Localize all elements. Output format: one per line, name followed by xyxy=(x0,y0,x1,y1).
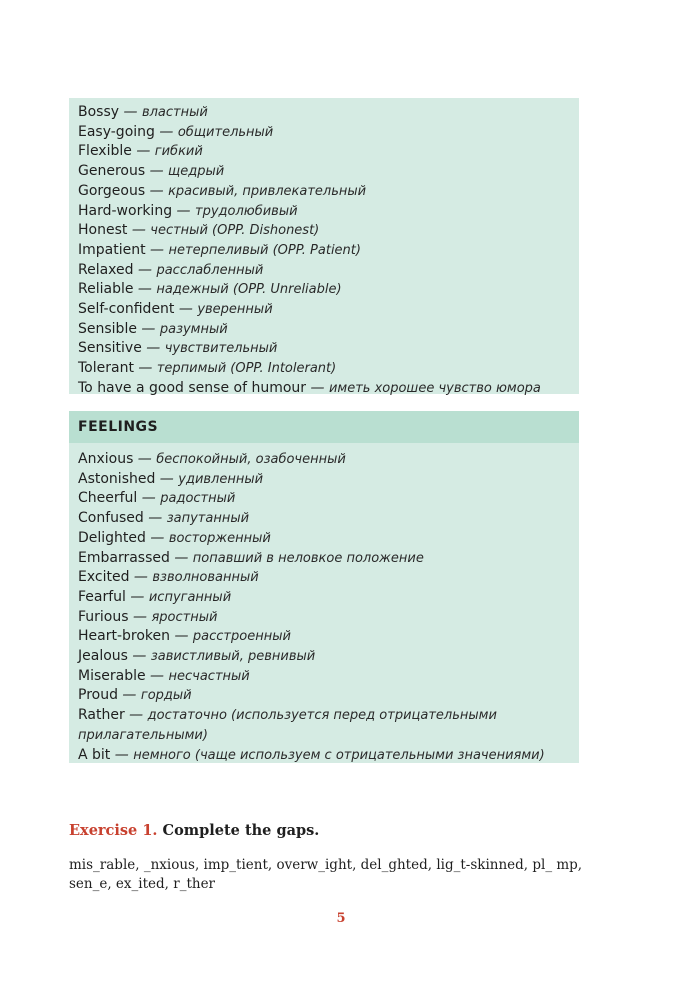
vocab-dash: — xyxy=(174,301,198,318)
vocab-dash: — xyxy=(124,707,148,724)
vocab-entry xyxy=(78,529,579,549)
vocab-term: Self-confident xyxy=(78,301,175,318)
vocab-entry xyxy=(78,241,579,261)
vocab-dash: — xyxy=(306,379,329,396)
feelings-header: FEELINGS xyxy=(69,411,579,443)
vocab-term: A bit xyxy=(78,746,111,763)
vocab-translation: радостный xyxy=(160,491,236,507)
vocab-translation: яростный xyxy=(151,609,218,625)
vocab-entry xyxy=(78,182,579,202)
vocab-dash: — xyxy=(131,143,155,160)
vocab-entry xyxy=(78,627,579,647)
page-number: 5 xyxy=(336,911,346,926)
vocab-translation: разумный xyxy=(159,321,228,337)
vocab-translation: гордый xyxy=(140,688,192,704)
vocab-term: Sensitive xyxy=(78,340,142,357)
vocab-dash: — xyxy=(133,281,157,298)
vocab-dash: — xyxy=(143,510,167,527)
vocab-entry xyxy=(78,608,579,628)
vocab-translation: достаточно (используется перед отрицательными прилагательными) xyxy=(78,708,497,743)
vocab-entry xyxy=(78,261,579,281)
vocab-term: Easy-going xyxy=(78,123,155,140)
vocab-entry xyxy=(78,359,579,379)
vocab-dash: — xyxy=(145,182,169,199)
vocab-term: Flexible xyxy=(78,143,132,160)
exercise-heading xyxy=(69,822,319,839)
vocab-dash: — xyxy=(127,222,151,239)
vocab-translation: властный xyxy=(141,105,208,120)
vocab-dash: — xyxy=(133,360,157,377)
vocab-dash: — xyxy=(110,746,134,763)
vocab-term: Heart-broken xyxy=(78,628,171,645)
character-entries xyxy=(78,103,579,399)
vocab-entry xyxy=(78,706,548,745)
vocab-dash: — xyxy=(125,588,149,605)
vocab-term: Hard-working xyxy=(78,202,173,219)
vocab-dash: — xyxy=(155,470,179,487)
vocab-term: Jealous xyxy=(78,648,128,665)
vocab-dash: — xyxy=(154,123,178,140)
vocab-term: Generous xyxy=(78,163,146,180)
vocab-term: Cheerful xyxy=(78,490,138,507)
vocab-dash: — xyxy=(145,241,169,258)
vocab-dash: — xyxy=(169,549,193,566)
vocab-dash: — xyxy=(128,608,152,625)
vocab-dash: — xyxy=(145,529,169,546)
vocab-translation: несчастный xyxy=(168,668,250,684)
vocab-translation: терпимый (OPP. Intolerant) xyxy=(156,361,337,377)
vocab-dash: — xyxy=(136,320,160,337)
vocab-translation: честный (OPP. Dishonest) xyxy=(150,223,320,239)
vocab-term: Excited xyxy=(78,569,130,586)
vocab-term: Miserable xyxy=(78,667,146,684)
vocab-translation: взволнованный xyxy=(152,570,259,586)
vocab-entry xyxy=(78,162,579,182)
vocab-entry xyxy=(78,489,579,509)
vocab-dash: — xyxy=(141,340,165,357)
vocab-term: Delighted xyxy=(78,529,146,546)
vocab-term: Gorgeous xyxy=(78,182,146,199)
vocab-term: Fearful xyxy=(78,588,126,605)
vocab-translation: нетерпеливый (OPP. Patient) xyxy=(168,242,361,258)
vocab-entry xyxy=(78,221,579,241)
vocab-dash: — xyxy=(145,163,169,180)
vocab-entry xyxy=(78,450,579,470)
vocab-translation: удивленный xyxy=(178,471,264,487)
vocab-dash: — xyxy=(172,202,195,219)
vocab-entry xyxy=(78,202,579,222)
vocab-term: Bossy xyxy=(78,104,120,120)
vocab-term: Anxious xyxy=(78,451,134,467)
vocab-translation: уверенный xyxy=(197,302,273,318)
vocab-dash: — xyxy=(133,261,157,278)
vocab-term: Relaxed xyxy=(78,261,134,278)
vocab-entry xyxy=(78,339,579,359)
vocab-translation: немного (чаще используем с отрицательными значениями) xyxy=(133,747,545,763)
vocab-term: Reliable xyxy=(78,281,134,298)
vocab-translation: чувствительный xyxy=(164,341,278,357)
vocab-translation: красивый, привлекательный xyxy=(168,183,367,199)
vocab-translation: восторженный xyxy=(168,530,271,546)
vocab-dash: — xyxy=(127,648,151,665)
exercise-words: mis_rable, _nxious, imp_tient, overw_ight, del_ghted, lig_t-skinned, pl_ mp, sen_e, ex_ited, r_ther xyxy=(69,857,583,892)
feelings-vocabulary-box xyxy=(69,411,579,763)
vocab-term: Tolerant xyxy=(78,360,134,377)
vocab-term: Sensible xyxy=(78,320,137,337)
vocab-translation: испуганный xyxy=(148,589,232,605)
vocab-dash: — xyxy=(117,687,141,704)
vocab-translation: надежный (OPP. Unreliable) xyxy=(156,282,342,298)
vocab-term: Embarrassed xyxy=(78,549,170,566)
vocab-term: Honest xyxy=(78,222,128,239)
vocab-translation: гибкий xyxy=(154,144,203,160)
vocab-entry xyxy=(78,568,579,588)
vocab-translation: запутанный xyxy=(166,511,250,527)
vocab-entry xyxy=(78,667,579,687)
vocab-dash: — xyxy=(137,490,161,507)
exercise-title: Complete the gaps. xyxy=(162,822,320,839)
vocab-translation: расстроенный xyxy=(192,629,291,645)
vocab-entry xyxy=(78,123,579,143)
vocab-term: Rather xyxy=(78,707,125,724)
vocab-entry xyxy=(78,470,579,490)
vocab-dash: — xyxy=(119,104,142,120)
vocab-translation: щедрый xyxy=(168,164,225,180)
vocab-dash: — xyxy=(145,667,169,684)
vocab-entry xyxy=(78,320,579,340)
exercise-number: Exercise 1. xyxy=(69,822,158,839)
vocab-dash: — xyxy=(133,451,157,467)
vocab-translation: попавший в неловкое положение xyxy=(192,550,424,566)
feelings-entries xyxy=(69,443,579,765)
vocab-entry xyxy=(78,300,579,320)
vocab-term: To have a good sense of humour xyxy=(78,379,307,396)
vocab-translation: беспокойный, озабоченный xyxy=(156,452,346,467)
vocab-translation: общительный xyxy=(177,124,274,140)
vocab-translation: трудолюбивый xyxy=(195,203,298,219)
vocab-entry xyxy=(78,280,579,300)
vocab-term: Proud xyxy=(78,687,118,704)
vocab-dash: — xyxy=(170,628,193,645)
vocab-entry xyxy=(78,509,579,529)
vocab-translation: расслабленный xyxy=(156,262,264,278)
vocab-entry xyxy=(78,647,579,667)
vocab-translation: завистливый, ревнивый xyxy=(150,649,316,665)
vocab-term: Astonished xyxy=(78,470,156,487)
vocab-entry xyxy=(78,142,579,162)
vocab-term: Furious xyxy=(78,608,129,625)
character-vocabulary-box xyxy=(69,98,579,394)
vocab-entry xyxy=(78,379,579,399)
vocab-dash: — xyxy=(129,569,153,586)
vocab-entry xyxy=(78,549,579,569)
vocab-entry xyxy=(78,103,579,123)
vocab-term: Impatient xyxy=(78,241,146,258)
vocab-entry xyxy=(78,588,579,608)
vocab-entry xyxy=(78,746,579,766)
vocab-entry xyxy=(78,686,579,706)
vocab-term: Confused xyxy=(78,510,144,527)
vocab-translation: иметь хорошее чувство юмора xyxy=(328,380,541,396)
